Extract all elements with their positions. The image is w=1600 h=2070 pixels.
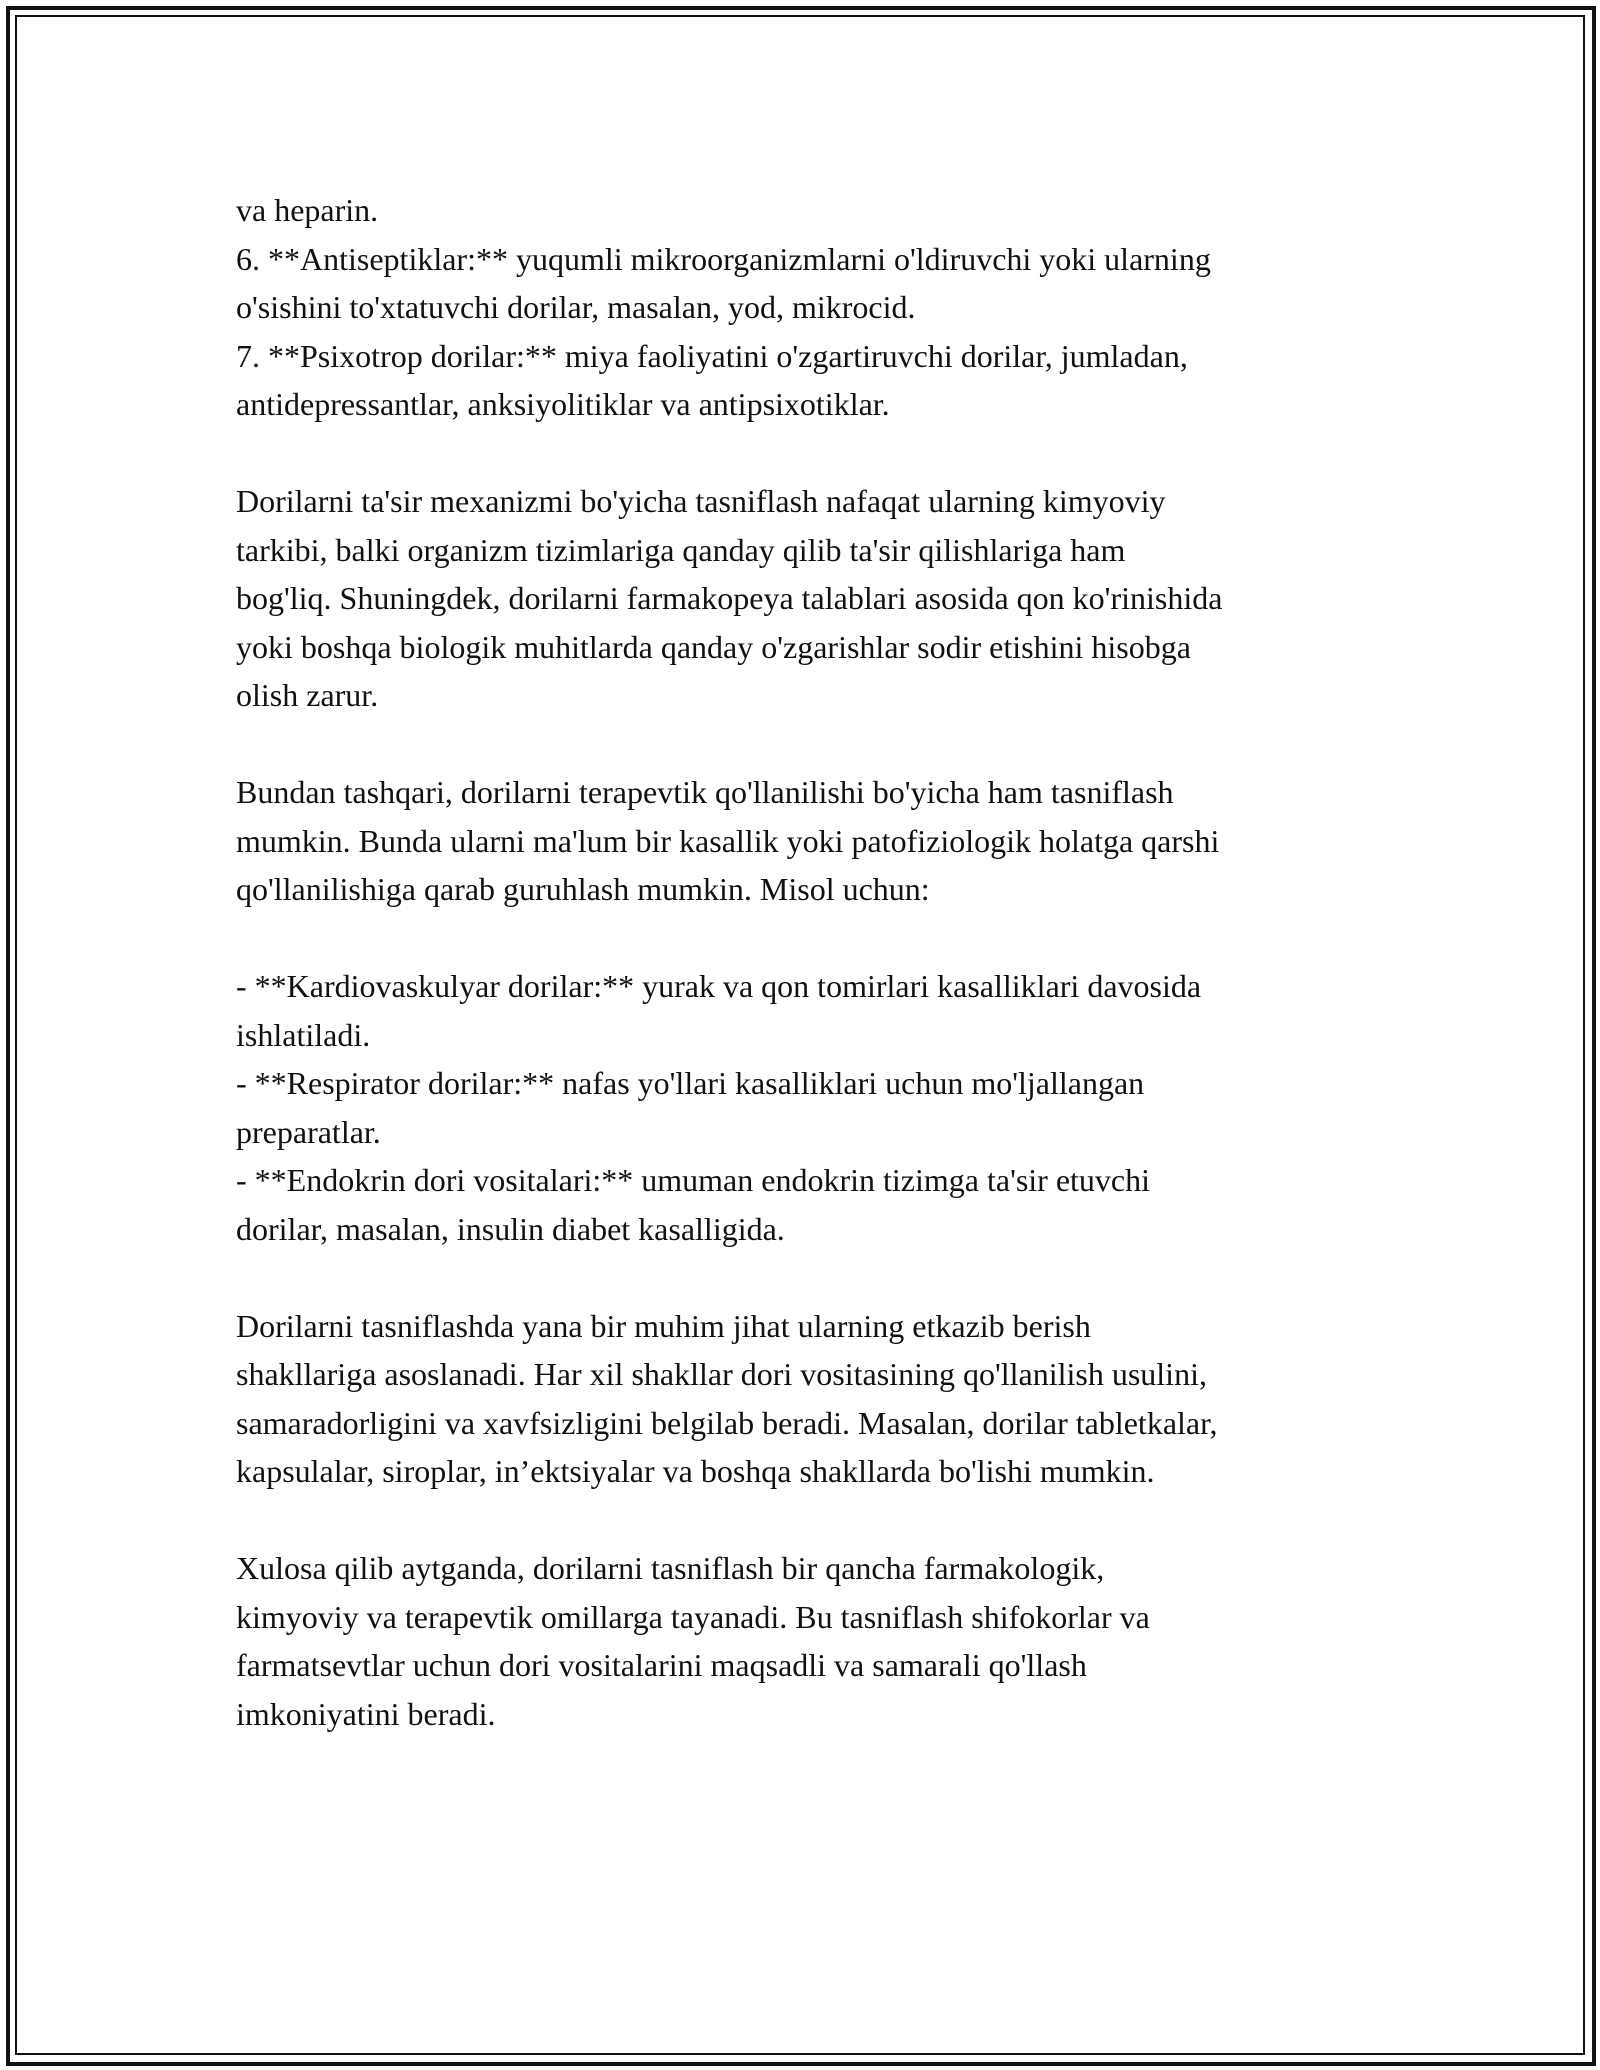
text-line: - **Endokrin dori vositalari:** umuman endokrin tizimga ta'sir etuvchi: [236, 1162, 1151, 1198]
text-line: Dorilarni tasniflashda yana bir muhim jihat ularning etkazib berish: [236, 1307, 1091, 1344]
text-line: olish zarur.: [236, 677, 379, 713]
text-line: tarkibi, balki organizm tizimlariga qanday qilib ta'sir qilishlariga ham: [236, 531, 1126, 568]
text-line: farmatsevtlar uchun dori vositalarini maqsadli va samarali qo'llash: [236, 1647, 1087, 1683]
text-line: - **Respirator dorilar:** nafas yo'llari kasalliklari uchun mo'ljallangan: [236, 1065, 1145, 1101]
text-line: samaradorligini va xavfsizligini belgilab beradi. Masalan, dorilar tabletkalar,: [236, 1404, 1218, 1441]
document-body: [236, 186, 1386, 1738]
text-line: shakllariga asoslanadi. Har xil shakllar dori vositasining qo'llanilish usulini,: [236, 1356, 1207, 1392]
text-line: imkoniyatini beradi.: [236, 1695, 496, 1732]
text-line: preparatlar.: [236, 1113, 381, 1150]
paragraph-gap: [236, 720, 1386, 769]
text-line: - **Kardiovaskulyar dorilar:** yurak va qon tomirlari kasalliklari davosida: [236, 968, 1202, 1004]
text-line: kapsulalar, siroplar, in’ektsiyalar va boshqa shakllarda bo'lishi mumkin.: [236, 1453, 1155, 1489]
text-line: bog'liq. Shuningdek, dorilarni farmakopeya talablari asosida qon ko'rinishida: [236, 580, 1223, 616]
text-line: o'sishini to'xtatuvchi dorilar, masalan, yod, mikrocid.: [236, 289, 916, 325]
text-line: kimyoviy va terapevtik omillarga tayanadi. Bu tasniflash shifokorlar va: [236, 1598, 1150, 1635]
text-line: dorilar, masalan, insulin diabet kasalligida.: [236, 1210, 785, 1247]
text-line: qo'llanilishiga qarab guruhlash mumkin. Misol uchun:: [236, 871, 930, 907]
paragraph-gap: [236, 429, 1386, 478]
paragraph-gap: [236, 1253, 1386, 1302]
text-line: ishlatiladi.: [236, 1016, 371, 1053]
text-line: yoki boshqa biologik muhitlarda qanday o'zgarishlar sodir etishini hisobga: [236, 628, 1191, 665]
text-line: Xulosa qilib aytganda, dorilarni tasniflash bir qancha farmakologik,: [236, 1550, 1105, 1586]
text-line: va heparin.: [236, 192, 379, 228]
text-line: antidepressantlar, anksiyolitiklar va antipsixotiklar.: [236, 386, 890, 422]
paragraph-gap: [236, 1496, 1386, 1545]
paragraph-gap: [236, 914, 1386, 963]
text-line: 7. **Psixotrop dorilar:** miya faoliyatini o'zgartiruvchi dorilar, jumladan,: [236, 337, 1188, 374]
text-line: 6. **Antiseptiklar:** yuqumli mikroorganizmlarni o'ldiruvchi yoki ularning: [236, 240, 1211, 277]
text-line: mumkin. Bunda ularni ma'lum bir kasallik yoki patofiziologik holatga qarshi: [236, 822, 1220, 859]
text-line: Bundan tashqari, dorilarni terapevtik qo'llanilishi bo'yicha ham tasniflash: [236, 774, 1174, 810]
text-line: Dorilarni ta'sir mexanizmi bo'yicha tasniflash nafaqat ularning kimyoviy: [236, 483, 1166, 519]
